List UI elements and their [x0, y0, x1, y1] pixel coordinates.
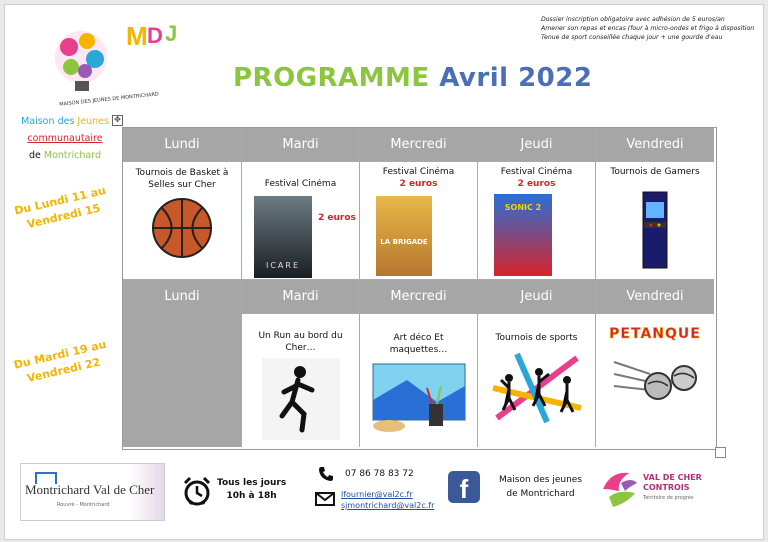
- phone-icon: [317, 465, 335, 483]
- logo-caption: MAISON DES JEUNES DE MONTRICHARD: [59, 91, 160, 108]
- week2-event-lundi: [123, 314, 242, 447]
- page-title: [233, 63, 592, 93]
- runner-icon: [262, 358, 340, 440]
- note-outfit: Tenue de sport conseillée chaque jour + une gourde d'eau: [541, 34, 723, 41]
- week1-day-mercredi: Mercredi: [360, 128, 478, 162]
- week2-range: Du Mardi 19 au Vendredi 22: [12, 337, 108, 386]
- montrichard-logo-text: Montrichard Val de Cher: [25, 482, 155, 497]
- flyer-page: [4, 4, 764, 540]
- week1-event-vendredi: [596, 162, 714, 280]
- week2-event-vendredi: [596, 314, 714, 447]
- petanque-label: PETANQUE: [609, 326, 701, 342]
- week2-event-mercredi: [360, 314, 478, 447]
- maison-word: des: [57, 116, 75, 127]
- week2-day-lundi: Lundi: [123, 280, 242, 314]
- maison-word: de: [28, 150, 41, 161]
- svg-text:M: M: [126, 21, 148, 51]
- castle-icon: [35, 472, 57, 484]
- info-notes: [541, 15, 761, 42]
- note-meals: Amener son repas et encas (four à micro-ondes et frigo à disposition: [541, 25, 755, 32]
- maison-word: communautaire: [27, 133, 103, 144]
- hours-label: Tous les jours: [217, 478, 287, 488]
- vdc-line-2: CONTROIS: [643, 483, 690, 492]
- movie-poster-icon: SONIC 2: [494, 194, 552, 276]
- svg-text:D: D: [147, 23, 163, 48]
- mj-line-2: de Montrichard: [506, 489, 575, 499]
- event-price: 2 euros: [517, 179, 556, 189]
- event-price: 2 euros: [399, 179, 438, 189]
- title-programme: PROGRAMME: [233, 63, 430, 93]
- montrichard-logo: [20, 463, 165, 521]
- week1-range: Du Lundi 11 au Vendredi 15: [13, 183, 108, 232]
- week1-event-jeudi: [478, 162, 596, 280]
- event-price: 2 euros: [318, 213, 356, 223]
- facebook-icon[interactable]: f: [448, 471, 480, 503]
- event-text: Tournois de Gamers: [610, 167, 700, 177]
- basketball-icon: [151, 197, 213, 259]
- mj-line-1: Maison des jeunes: [499, 475, 583, 485]
- vdc-line-1: VAL DE CHER: [643, 473, 702, 482]
- maison-label: [15, 113, 115, 164]
- email-link-1[interactable]: lfournier@val2c.fr: [341, 490, 413, 499]
- schedule-table: [122, 127, 717, 450]
- mdj-logo: [41, 17, 181, 107]
- arcade-machine-icon: [635, 190, 675, 270]
- title-month: Avril 2022: [439, 63, 593, 93]
- val-de-cher-logo: [599, 467, 719, 511]
- email-icon: [315, 489, 335, 507]
- montrichard-logo-sub: Rouvré - Montrichard: [57, 502, 110, 508]
- mj-name: [499, 473, 582, 501]
- week2-day-vendredi: Vendredi: [596, 280, 714, 314]
- art-supplies-icon: [367, 360, 471, 434]
- week1-event-mardi: [242, 162, 360, 280]
- maison-word: Jeunes: [77, 116, 109, 127]
- week1-day-jeudi: Jeudi: [478, 128, 596, 162]
- week2-event-mardi: [242, 314, 360, 447]
- event-text: Festival Cinéma: [500, 167, 573, 177]
- note-registration: Dossier inscription obligatoire avec adhésion de 5 euros/an: [541, 16, 725, 23]
- week2-day-jeudi: Jeudi: [478, 280, 596, 314]
- week2-day-mardi: Mardi: [242, 280, 360, 314]
- vdc-text: [643, 473, 702, 503]
- week1-day-vendredi: Vendredi: [596, 128, 714, 162]
- phone-number[interactable]: 07 86 78 83 72: [345, 469, 414, 479]
- event-text: Tournois de sports: [495, 333, 578, 343]
- sports-silhouettes-icon: [487, 348, 587, 426]
- event-text: Festival Cinéma: [382, 167, 455, 177]
- event-text: Tournois de Basket à Selles sur Cher: [135, 168, 229, 190]
- week2-event-jeudi: [478, 314, 596, 447]
- week1-day-mardi: Mardi: [242, 128, 360, 162]
- email-list: [341, 489, 434, 511]
- event-text: Un Run au bord du Cher…: [258, 331, 343, 353]
- event-text: Festival Cinéma: [264, 179, 337, 189]
- week2-day-mercredi: Mercredi: [360, 280, 478, 314]
- week1-event-mercredi: [360, 162, 478, 280]
- opening-hours: [217, 477, 286, 503]
- maison-word: Maison: [21, 116, 55, 127]
- week1-event-lundi: [123, 162, 242, 280]
- hours-value: 10h à 18h: [226, 491, 277, 501]
- footer: [5, 453, 763, 539]
- poster-title: ICARE: [265, 261, 301, 270]
- vdc-line-3: Territoire de progrès: [643, 495, 694, 501]
- email-link-2[interactable]: sjmontrichard@val2c.fr: [341, 501, 435, 510]
- val-de-cher-emblem-icon: [599, 467, 641, 511]
- movie-poster-icon: [254, 196, 312, 278]
- petanque-icon: [610, 344, 700, 410]
- movie-poster-icon: LA BRIGADE: [376, 196, 432, 276]
- event-text: Art déco Et maquettes…: [389, 333, 448, 355]
- maison-word: Montrichard: [43, 150, 102, 161]
- svg-text:J: J: [165, 21, 178, 46]
- table-move-handle-icon[interactable]: ✥: [112, 115, 123, 126]
- alarm-clock-icon: [181, 475, 213, 507]
- week1-day-lundi: Lundi: [123, 128, 242, 162]
